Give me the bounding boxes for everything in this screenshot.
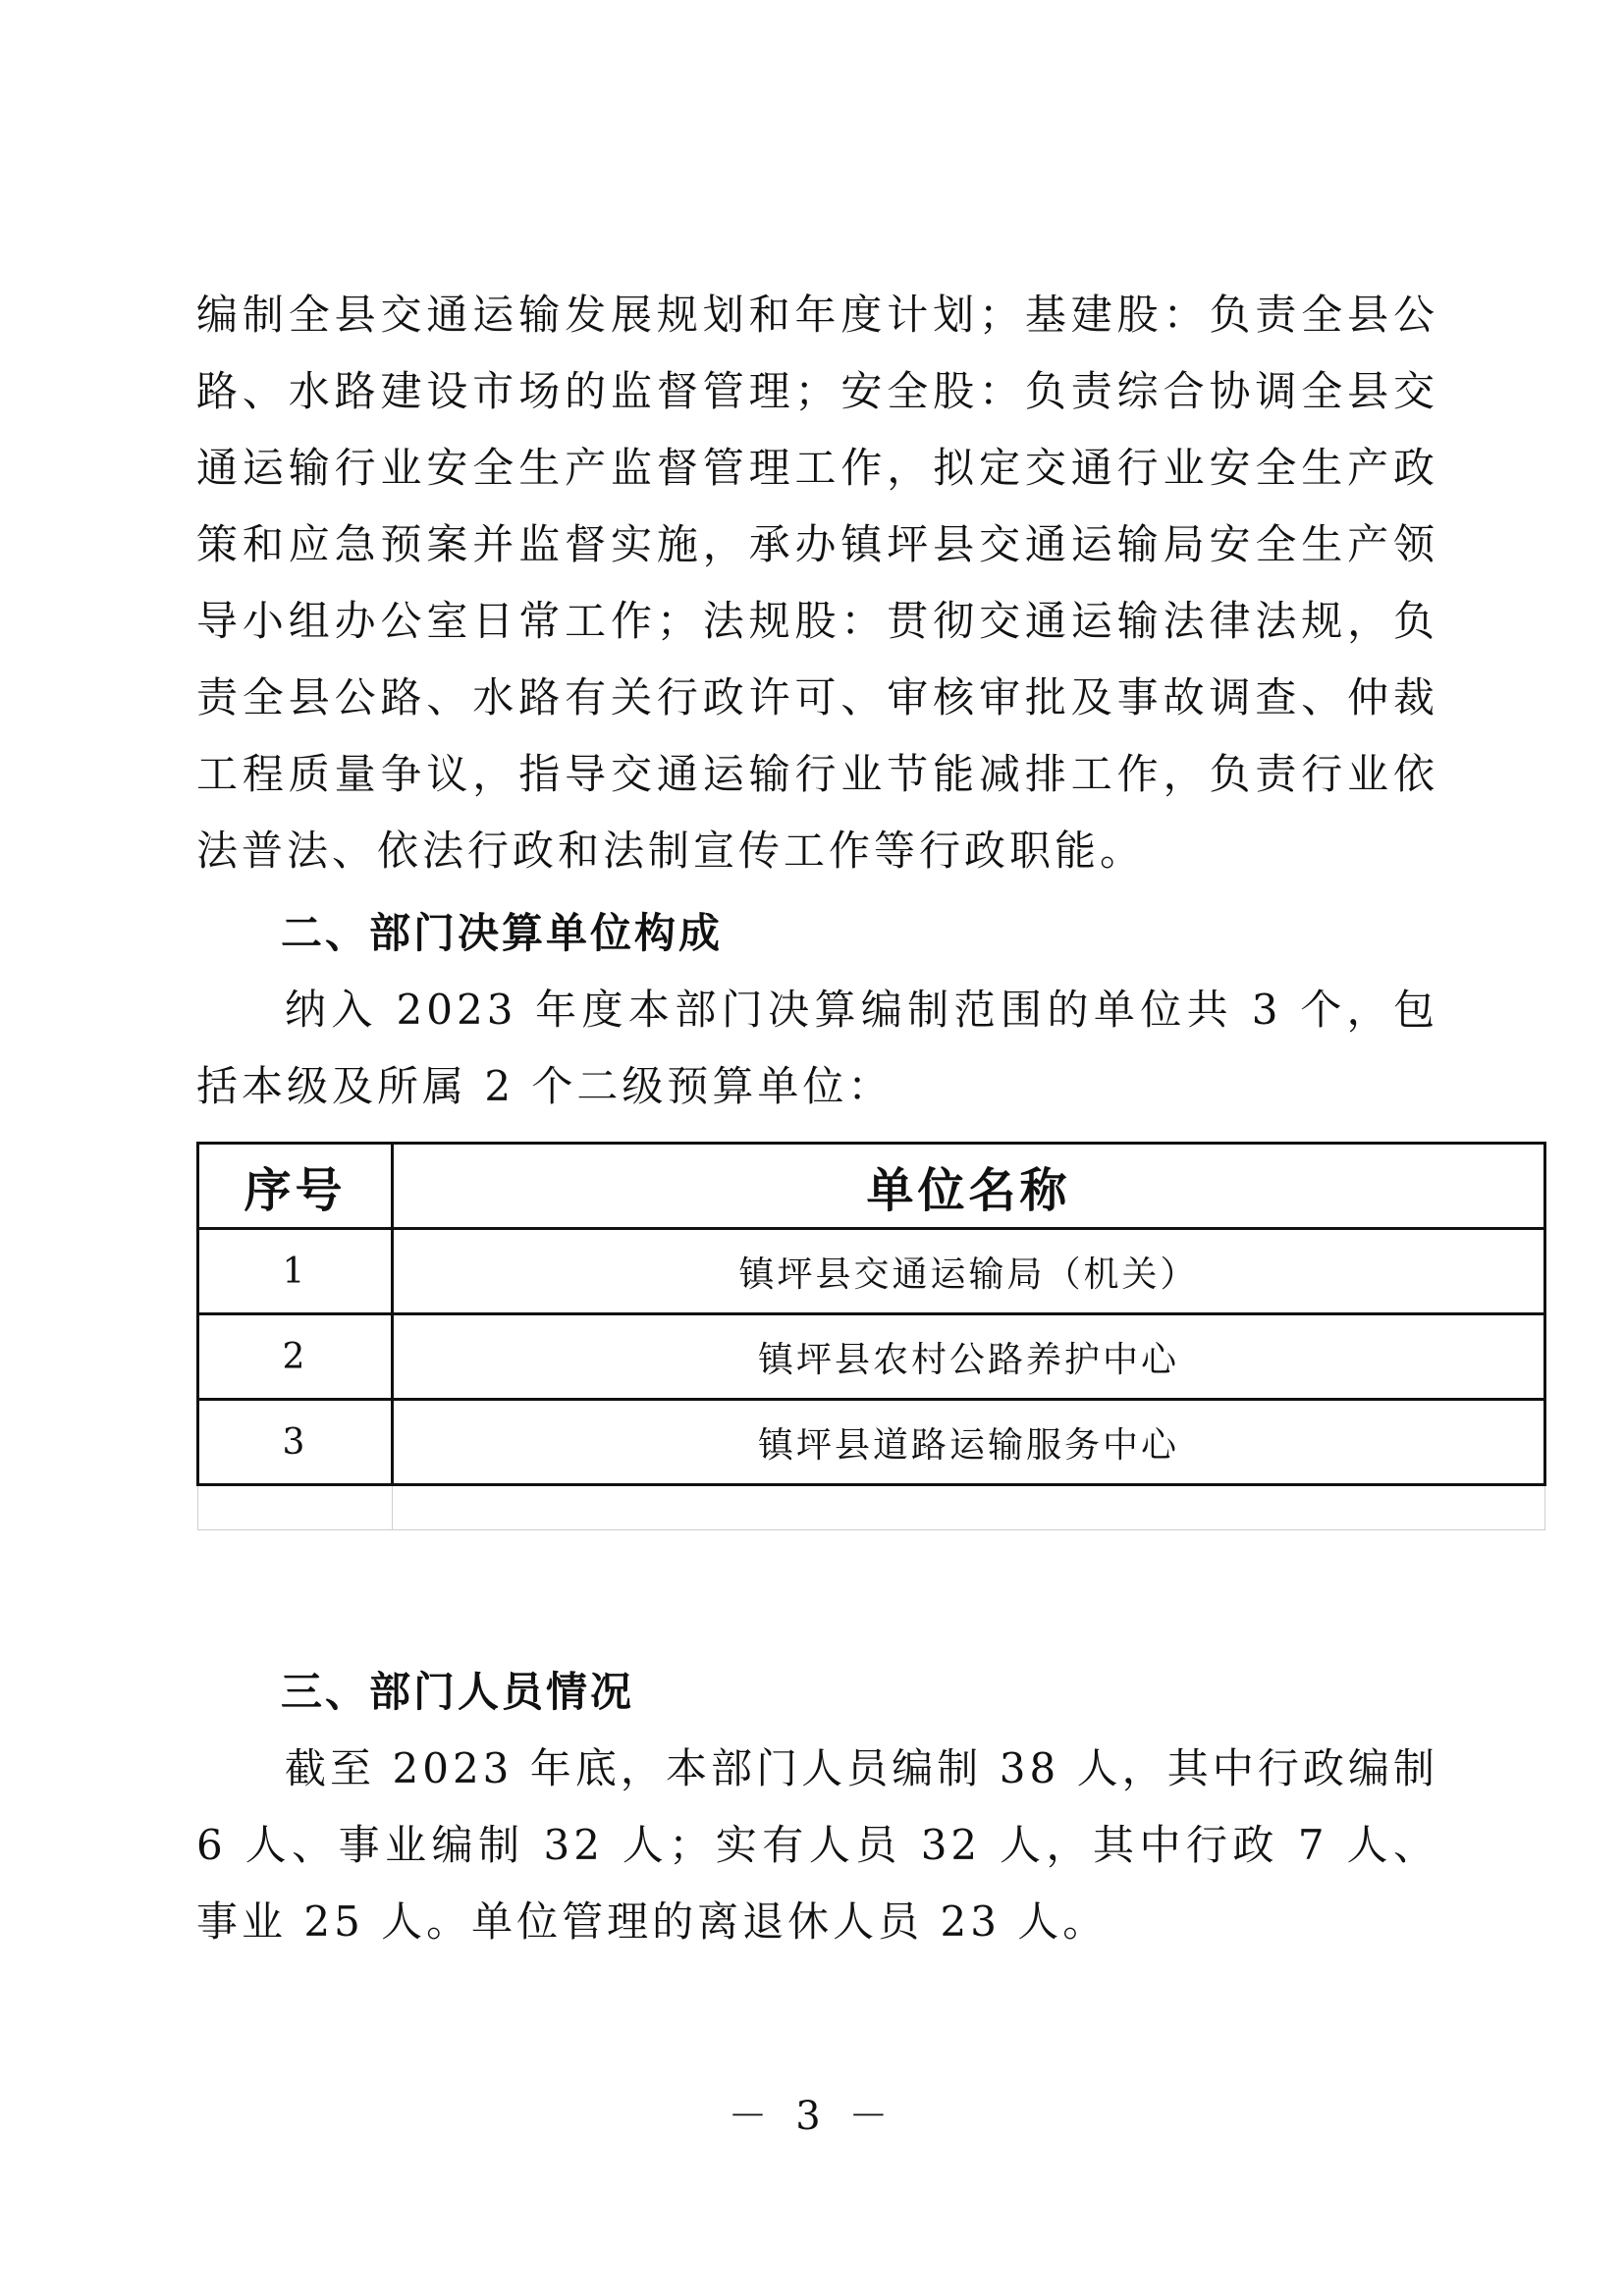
table-cell-serial: 1 [198,1229,393,1314]
section2-block [196,895,1438,1125]
section3-block [196,1654,1438,1960]
table-header-serial: 序号 [198,1144,393,1229]
table-cell-unit-name: 镇坪县道路运输服务中心 [393,1400,1545,1485]
table-empty-cell [393,1485,1545,1530]
section2-heading: 二、部门决算单位构成 [281,909,724,957]
table-cell-unit-name: 镇坪县交通运输局（机关） [393,1229,1545,1314]
page-number: － 3 － [728,2094,896,2139]
section2-intro-paragraph: 纳入 2023 年度本部门决算编制范围的单位共 3 个，包括本级及所属 2 个二级预算单位： [196,986,1438,1110]
unit-composition-table [196,1142,1546,1530]
table-row [198,1400,1545,1485]
section3-heading: 三、部门人员情况 [281,1668,635,1716]
table-header-row [198,1144,1545,1229]
table-row [198,1314,1545,1400]
table-cell-serial: 2 [198,1314,393,1400]
section1-continuation-block [196,277,1438,889]
section3-body-paragraph: 截至 2023 年底，本部门人员编制 38 人，其中行政编制 6 人、事业编制 32 人；实有人员 32 人，其中行政 7 人、事业 25 人。单位管理的离退休人员 23 人。 [196,1744,1438,1946]
table-header-unit-name: 单位名称 [393,1144,1545,1229]
table-empty-row [198,1485,1545,1530]
section1-continuation-paragraph: 编制全县交通运输发展规划和年度计划；基建股：负责全县公路、水路建设市场的监督管理；安全股：负责综合协调全县交通运输行业安全生产监督管理工作，拟定交通行业安全生产政策和应急预案并监督实施，承办镇坪县交通运输局安全生产领导小组办公室日常工作；法规股：贯彻交通运输法律法规，负责全县公路、水路有关行政许可、审核审批及事故调查、仲裁工程质量争议，指导交通运输行业节能减排工作，负责行业依法普法、依法行政和法制宣传工作等行政职能。 [196,291,1438,875]
table-cell-serial: 3 [198,1400,393,1485]
table-row [198,1229,1545,1314]
table-cell-unit-name: 镇坪县农村公路养护中心 [393,1314,1545,1400]
table-empty-cell [198,1485,393,1530]
